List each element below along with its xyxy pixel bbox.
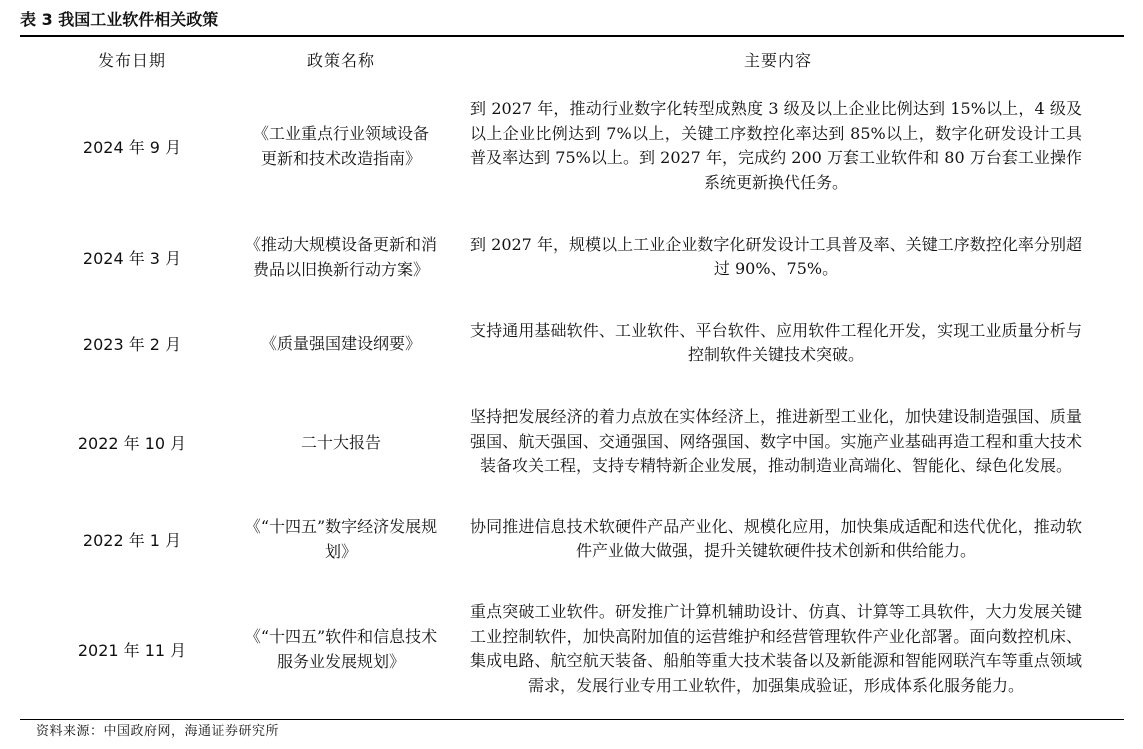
table-bottom-rule	[20, 719, 1124, 720]
row-content	[470, 318, 1082, 368]
row-date: 2021 年 11 月	[77, 640, 187, 660]
row-content	[470, 232, 1082, 282]
source-note: 资料来源：中国政府网，海通证券研究所	[36, 724, 280, 739]
table-top-rule	[20, 35, 1124, 37]
row-content-text: 到 2027 年，规模以上工业企业数字化研发设计工具普及率、关键工序数控化率分别超过 90%、75%。	[470, 234, 1082, 278]
row-content	[470, 96, 1082, 196]
row-content	[470, 514, 1082, 564]
row-policy-name-text: 《“十四五”数字经济发展规划》	[244, 517, 438, 561]
row-policy-name-text: 《推动大规模设备更新和消费品以旧换新行动方案》	[244, 235, 437, 279]
row-policy-name	[226, 232, 456, 282]
row-content-text: 重点突破工业软件。研发推广计算机辅助设计、仿真、计算等工具软件，大力发展关键工业控制软件，加快高附加值的运营维护和经营管理软件产业化部署。面向数控机床、集成电路、航空航天装备、船舶等重大技术装备以及新能源和智能网联汽车等重点领域需求，发展行业专用工业软件，加强集成验证，形成体系化服务能力。	[470, 602, 1082, 695]
table-row	[20, 514, 1124, 564]
table-title: 表 3 我国工业软件相关政策	[20, 10, 219, 29]
row-content	[470, 392, 1082, 492]
header-date: 发布日期	[97, 51, 166, 70]
row-content-text: 坚持把发展经济的着力点放在实体经济上，推进新型工业化，加快建设制造强国、质量强国、航天强国、交通强国、网络强国、数字中国。实施产业基础再造工程和重大技术装备攻关工程，支持专精特新企业发展，推动制造业高端化、智能化、绿色化发展。	[470, 407, 1082, 476]
row-date: 2024 年 3 月	[82, 248, 182, 268]
table-row	[20, 392, 1124, 492]
table-row	[20, 318, 1124, 368]
header-content: 主要内容	[743, 51, 812, 70]
row-policy-name-text: 《“十四五”软件和信息技术服务业发展规划》	[244, 627, 438, 671]
row-policy-name	[226, 96, 456, 196]
row-date: 2022 年 1 月	[82, 530, 182, 550]
row-content-text: 支持通用基础软件、工业软件、平台软件、应用软件工程化开发，实现工业质量分析与控制软件关键技术突破。	[470, 320, 1082, 364]
row-date: 2024 年 9 月	[82, 137, 182, 157]
table-row	[20, 587, 1124, 711]
row-policy-name-text: 《工业重点行业领域设备更新和技术改造指南》	[252, 124, 429, 168]
table-row	[20, 96, 1124, 196]
row-content-text: 到 2027 年，推动行业数字化转型成熟度 3 级及以上企业比例达到 15%以上，4 级及以上企业比例达到 7%以上，关键工序数控化率达到 85%以上，数字化研发设计工具普及率达到 75%以上。到 2027 年，完成约 200 万套工业软件和 80 万台套工业操作系统更新换代任务。	[470, 99, 1082, 192]
row-content	[470, 587, 1082, 711]
row-content-text: 协同推进信息技术软硬件产品产业化、规模化应用，加快集成适配和迭代优化，推动软件产业做大做强，提升关键软硬件技术创新和供给能力。	[470, 516, 1082, 560]
row-date: 2023 年 2 月	[82, 334, 182, 354]
row-policy-name-text: 《质量强国建设纲要》	[260, 333, 421, 353]
row-policy-name-text: 二十大报告	[300, 432, 381, 452]
row-policy-name	[226, 392, 456, 492]
row-policy-name	[226, 587, 456, 711]
row-policy-name	[226, 514, 456, 564]
header-name: 政策名称	[306, 51, 375, 70]
row-date: 2022 年 10 月	[77, 433, 187, 453]
table-row	[20, 232, 1124, 282]
row-policy-name	[226, 318, 456, 368]
